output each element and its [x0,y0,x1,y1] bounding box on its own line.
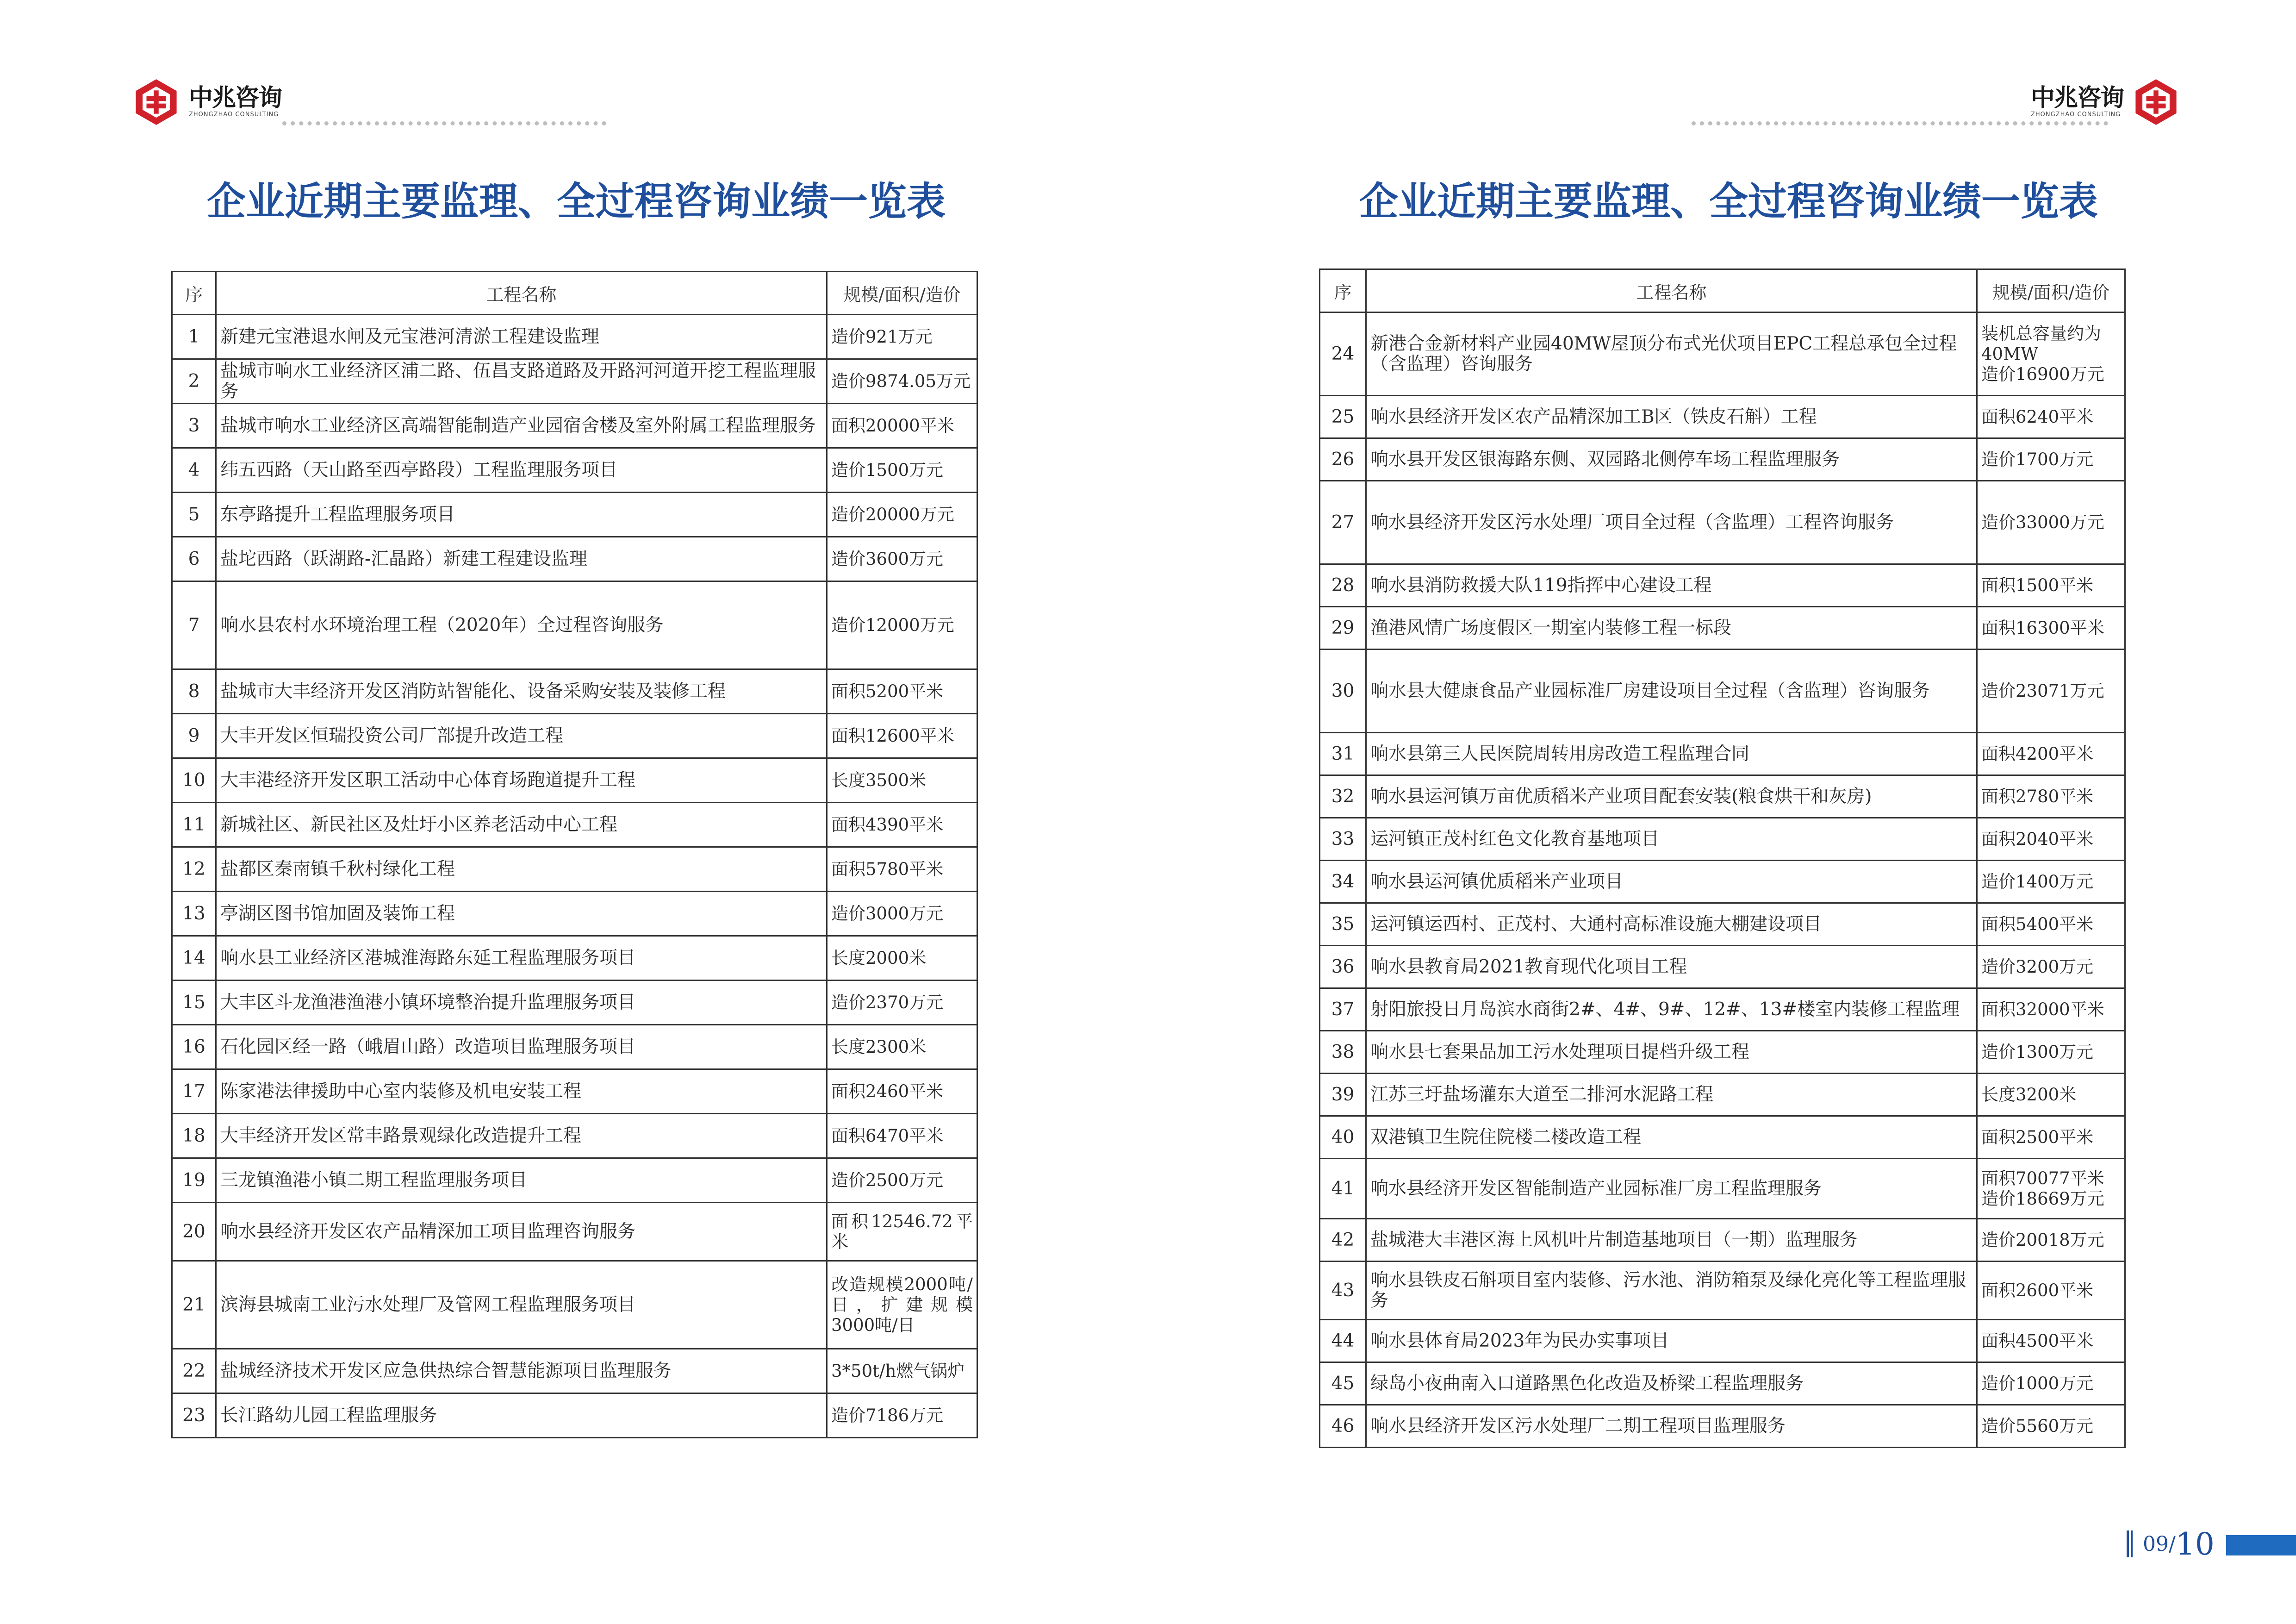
table-row [172,758,977,803]
logo-english-text: ZHONGZHAO CONSULTING [189,111,279,118]
project-scale: 造价2500万元 [827,1158,977,1203]
project-scale: 造价1000万元 [1977,1362,2125,1405]
project-name: 响水县经济开发区污水处理厂二期工程项目监理服务 [1366,1405,1977,1448]
project-scale: 长度3500米 [827,758,977,803]
table-row [172,493,977,537]
row-number: 37 [1320,988,1366,1031]
row-number: 25 [1320,396,1366,438]
table-row [172,1349,977,1393]
column-header-no: 序 [172,272,216,315]
company-logo [132,74,290,130]
project-name: 盐城港大丰港区海上风机叶片制造基地项目（一期）监理服务 [1366,1219,1977,1262]
table-row [1320,903,2125,946]
project-scale: 造价1500万元 [827,448,977,493]
project-name: 响水县工业经济区港城淮海路东延工程监理服务项目 [216,936,827,981]
project-scale: 造价3000万元 [827,892,977,936]
table-row [1320,650,2125,733]
table-row [1320,733,2125,775]
table-row [172,404,977,448]
project-name: 响水县农村水环境治理工程（2020年）全过程咨询服务 [216,581,827,669]
row-number: 35 [1320,903,1366,946]
project-name: 运河镇运西村、正茂村、大通村高标准设施大棚建设项目 [1366,903,1977,946]
project-name: 三龙镇渔港小镇二期工程监理服务项目 [216,1158,827,1203]
row-number: 27 [1320,481,1366,564]
column-header-name: 工程名称 [216,272,827,315]
row-number: 7 [172,581,216,669]
table-row [1320,818,2125,861]
row-number: 32 [1320,775,1366,818]
row-number: 39 [1320,1074,1366,1116]
table-body [1320,312,2125,1448]
project-name: 响水县教育局2021教育现代化项目工程 [1366,946,1977,988]
row-number: 29 [1320,607,1366,650]
row-number: 19 [172,1158,216,1203]
row-number: 40 [1320,1116,1366,1159]
project-scale: 长度3200米 [1977,1074,2125,1116]
table-header-row [1320,269,2125,312]
row-number: 23 [172,1393,216,1438]
row-number: 46 [1320,1405,1366,1448]
row-number: 31 [1320,733,1366,775]
project-name: 响水县铁皮石斛项目室内装修、污水池、消防箱泵及绿化亮化等工程监理服务 [1366,1262,1977,1320]
project-name: 渔港风情广场度假区一期室内装修工程一标段 [1366,607,1977,650]
row-number: 1 [172,315,216,359]
row-number: 15 [172,981,216,1025]
row-number: 5 [172,493,216,537]
project-name: 盐城经济技术开发区应急供热综合智慧能源项目监理服务 [216,1349,827,1393]
project-name: 射阳旅投日月岛滨水商街2#、4#、9#、12#、13#楼室内装修工程监理 [1366,988,1977,1031]
table-row [1320,1074,2125,1116]
project-name: 新城社区、新民社区及灶圩小区养老活动中心工程 [216,803,827,847]
table-row [172,847,977,892]
project-name: 响水县运河镇优质稻米产业项目 [1366,861,1977,903]
logo-emblem-icon [132,78,180,126]
row-number: 12 [172,847,216,892]
table-row [1320,1031,2125,1074]
project-scale [1977,1159,2125,1219]
project-name: 绿岛小夜曲南入口道路黑色化改造及桥梁工程监理服务 [1366,1362,1977,1405]
column-header-scale: 规模/面积/造价 [1977,269,2125,312]
project-name: 响水县经济开发区智能制造产业园标准厂房工程监理服务 [1366,1159,1977,1219]
header-divider [1692,121,2108,125]
project-scale: 面积4500平米 [1977,1320,2125,1362]
project-scale-line: 造价18669万元 [1981,1188,2104,1209]
logo-chinese-text: 中兆咨询 [189,84,282,112]
project-name: 盐坨西路（跃湖路-汇晶路）新建工程建设监理 [216,537,827,581]
page-title: 企业近期主要监理、全过程咨询业绩一览表 [1359,178,2098,224]
project-scale: 3*50t/h燃气锅炉 [827,1349,977,1393]
project-scale: 面积2600平米 [1977,1262,2125,1320]
project-scale: 造价20018万元 [1977,1219,2125,1262]
table-row [1320,607,2125,650]
project-name: 大丰开发区恒瑞投资公司厂部提升改造工程 [216,714,827,758]
table-row [1320,481,2125,564]
project-scale: 改造规模2000吨/日，扩建规模3000吨/日 [827,1261,977,1349]
project-name: 石化园区经一路（峨眉山路）改造项目监理服务项目 [216,1025,827,1069]
page-number-bar [2127,1530,2129,1557]
page-number: 09 / 10 [2127,1528,2215,1560]
table-row [172,1158,977,1203]
project-scale: 面积20000平米 [827,404,977,448]
row-number: 38 [1320,1031,1366,1074]
project-name: 响水县运河镇万亩优质稻米产业项目配套安装(粮食烘干和灰房) [1366,775,1977,818]
project-scale: 长度2300米 [827,1025,977,1069]
project-scale: 造价921万元 [827,315,977,359]
project-name: 响水县体育局2023年为民办实事项目 [1366,1320,1977,1362]
table-row [1320,396,2125,438]
row-number: 9 [172,714,216,758]
project-scale: 面积2460平米 [827,1069,977,1114]
project-name: 运河镇正茂村红色文化教育基地项目 [1366,818,1977,861]
table-row [172,1114,977,1158]
project-name: 滨海县城南工业污水处理厂及管网工程监理服务项目 [216,1261,827,1349]
row-number: 45 [1320,1362,1366,1405]
project-scale: 造价1700万元 [1977,438,2125,481]
page-number-total: 10 [2175,1526,2215,1562]
logo-english-text: ZHONGZHAO CONSULTING [2031,111,2121,118]
row-number: 26 [1320,438,1366,481]
project-name: 盐都区秦南镇千秋村绿化工程 [216,847,827,892]
project-name: 新建元宝港退水闸及元宝港河清淤工程建设监理 [216,315,827,359]
table-row [172,1261,977,1349]
table-row [172,448,977,493]
table-row [172,1025,977,1069]
table-row [172,981,977,1025]
row-number: 24 [1320,312,1366,396]
project-name: 新港合金新材料产业园40MW屋顶分布式光伏项目EPC工程总承包全过程（含监理）咨询服务 [1366,312,1977,396]
project-scale: 面积16300平米 [1977,607,2125,650]
table-row [1320,438,2125,481]
project-scale: 面积12600平米 [827,714,977,758]
row-number: 14 [172,936,216,981]
project-scale [1977,312,2125,396]
row-number: 21 [172,1261,216,1349]
table-row [1320,1320,2125,1362]
project-name: 响水县七套果品加工污水处理项目提档升级工程 [1366,1031,1977,1074]
project-scale: 面积4200平米 [1977,733,2125,775]
table-row [1320,312,2125,396]
project-scale-line: 面积70077平米 [1981,1168,2104,1188]
table-row [172,892,977,936]
project-scale: 造价12000万元 [827,581,977,669]
project-name: 响水县开发区银海路东侧、双园路北侧停车场工程监理服务 [1366,438,1977,481]
row-number: 33 [1320,818,1366,861]
project-scale: 面积5200平米 [827,669,977,714]
project-name: 纬五西路（天山路至西亭路段）工程监理服务项目 [216,448,827,493]
project-scale: 造价1400万元 [1977,861,2125,903]
project-scale: 面积5400平米 [1977,903,2125,946]
row-number: 42 [1320,1219,1366,1262]
project-scale: 造价33000万元 [1977,481,2125,564]
project-name: 长江路幼儿园工程监理服务 [216,1393,827,1438]
project-name: 响水县第三人民医院周转用房改造工程监理合同 [1366,733,1977,775]
project-scale: 面积4390平米 [827,803,977,847]
row-number: 36 [1320,946,1366,988]
table-row [1320,1405,2125,1448]
project-scale: 造价2370万元 [827,981,977,1025]
row-number: 11 [172,803,216,847]
projects-table-right [1319,269,2126,1448]
table-row [172,315,977,359]
table-row [1320,1219,2125,1262]
table-row [172,581,977,669]
project-scale: 造价7186万元 [827,1393,977,1438]
project-scale: 造价9874.05万元 [827,359,977,404]
project-scale: 面积6470平米 [827,1114,977,1158]
table-body [172,315,977,1438]
row-number: 20 [172,1203,216,1261]
row-number: 22 [172,1349,216,1393]
table-row [172,1069,977,1114]
logo-chinese-text: 中兆咨询 [2031,84,2124,112]
project-scale: 长度2000米 [827,936,977,981]
row-number: 18 [172,1114,216,1158]
table-row [1320,861,2125,903]
project-scale: 面积5780平米 [827,847,977,892]
project-scale: 面积32000平米 [1977,988,2125,1031]
project-name: 东亭路提升工程监理服务项目 [216,493,827,537]
row-number: 28 [1320,564,1366,607]
row-number: 17 [172,1069,216,1114]
row-number: 43 [1320,1262,1366,1320]
table-row [172,714,977,758]
table-row [172,669,977,714]
column-header-name: 工程名称 [1366,269,1977,312]
row-number: 6 [172,537,216,581]
project-name: 盐城市响水工业经济区高端智能制造产业园宿舍楼及室外附属工程监理服务 [216,404,827,448]
project-scale-line: 装机总容量约为40MW [1981,323,2101,364]
project-name: 盐城市响水工业经济区浦二路、伍昌支路道路及开路河河道开挖工程监理服务 [216,359,827,404]
project-scale: 面积2040平米 [1977,818,2125,861]
row-number: 8 [172,669,216,714]
row-number: 41 [1320,1159,1366,1219]
project-scale: 面积2500平米 [1977,1116,2125,1159]
table-row [1320,1116,2125,1159]
table-row [1320,564,2125,607]
project-scale: 造价23071万元 [1977,650,2125,733]
project-scale: 造价3200万元 [1977,946,2125,988]
logo-emblem-icon [2132,78,2180,126]
table-row [1320,946,2125,988]
table-row [1320,988,2125,1031]
page-number-current: 09 [2143,1532,2169,1556]
row-number: 44 [1320,1320,1366,1362]
projects-table-left [171,271,978,1438]
project-scale: 面积2780平米 [1977,775,2125,818]
project-name: 陈家港法律援助中心室内装修及机电安装工程 [216,1069,827,1114]
project-name: 响水县大健康食品产业园标准厂房建设项目全过程（含监理）咨询服务 [1366,650,1977,733]
table-row [172,1203,977,1261]
project-name: 亭湖区图书馆加固及装饰工程 [216,892,827,936]
header-divider [282,121,606,125]
project-name: 双港镇卫生院住院楼二楼改造工程 [1366,1116,1977,1159]
project-scale: 造价1300万元 [1977,1031,2125,1074]
page-title: 企业近期主要监理、全过程咨询业绩一览表 [206,178,946,224]
table-row [1320,775,2125,818]
row-number: 16 [172,1025,216,1069]
project-scale: 面积12546.72平米 [827,1203,977,1261]
project-scale-line: 造价16900万元 [1981,364,2104,384]
row-number: 30 [1320,650,1366,733]
project-name: 盐城市大丰经济开发区消防站智能化、设备采购安装及装修工程 [216,669,827,714]
project-scale: 面积1500平米 [1977,564,2125,607]
project-name: 响水县消防救援大队119指挥中心建设工程 [1366,564,1977,607]
table-row [172,359,977,404]
project-name: 响水县经济开发区农产品精深加工项目监理咨询服务 [216,1203,827,1261]
table-row [172,936,977,981]
row-number: 10 [172,758,216,803]
project-scale: 造价20000万元 [827,493,977,537]
table-header-row [172,272,977,315]
table-row [172,1393,977,1438]
table-row [1320,1362,2125,1405]
project-name: 响水县经济开发区农产品精深加工B区（铁皮石斛）工程 [1366,396,1977,438]
project-scale: 面积6240平米 [1977,396,2125,438]
page-number-bar [2131,1530,2133,1557]
project-scale: 造价5560万元 [1977,1405,2125,1448]
row-number: 2 [172,359,216,404]
table-row [172,537,977,581]
project-scale: 造价3600万元 [827,537,977,581]
row-number: 3 [172,404,216,448]
project-name: 江苏三圩盐场灌东大道至二排河水泥路工程 [1366,1074,1977,1116]
project-name: 大丰港经济开发区职工活动中心体育场跑道提升工程 [216,758,827,803]
project-name: 大丰区斗龙渔港渔港小镇环境整治提升监理服务项目 [216,981,827,1025]
project-name: 大丰经济开发区常丰路景观绿化改造提升工程 [216,1114,827,1158]
table-row [172,803,977,847]
row-number: 13 [172,892,216,936]
column-header-scale: 规模/面积/造价 [827,272,977,315]
page-corner-strip [2226,1535,2296,1555]
row-number: 4 [172,448,216,493]
table-row [1320,1159,2125,1219]
column-header-no: 序 [1320,269,1366,312]
table-row [1320,1262,2125,1320]
project-name: 响水县经济开发区污水处理厂项目全过程（含监理）工程咨询服务 [1366,481,1977,564]
row-number: 34 [1320,861,1366,903]
